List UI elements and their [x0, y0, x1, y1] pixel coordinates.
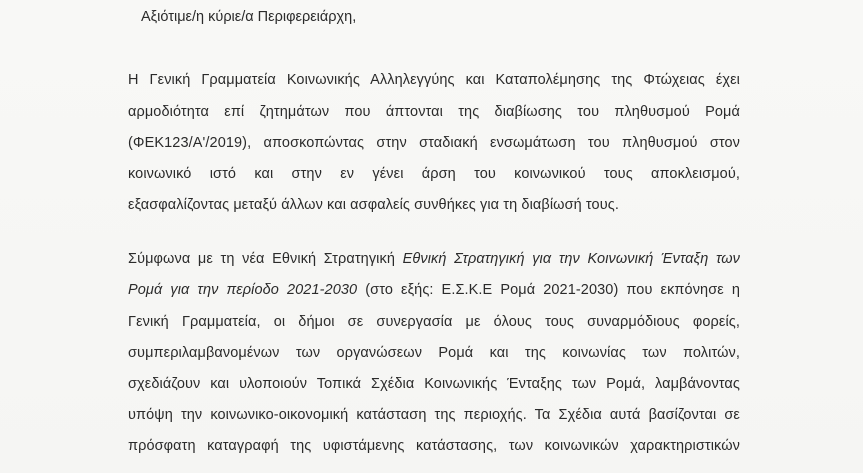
salutation: Αξιότιμε/η κύριε/α Περιφερειάρχη,	[141, 9, 357, 25]
paragraph-2-line: υπόψη την κοινωνικο-οικονομική κατάσταση της περιοχής. Τα Σχέδια αυτά βασίζονται σε	[128, 407, 740, 423]
strategy-title-italic: Εθνική Στρατηγική για την Κοινωνική Ένταξη των	[402, 251, 740, 267]
paragraph-2-line-1-text: Σύμφωνα με τη νέα Εθνική Στρατηγική	[128, 251, 403, 267]
paragraph-1-line: αρμοδιότητα επί ζητημάτων που άπτονται της διαβίωσης του πληθυσμού Ρομά	[128, 104, 740, 120]
paragraph-2-line-2-text: (στο εξής: Ε.Σ.Κ.Ε Ρομά 2021-2030) που εκπόνησε η	[357, 282, 740, 298]
strategy-title-italic-continued: Ρομά για την περίοδο 2021-2030	[128, 282, 358, 298]
paragraph-1-line: κοινωνικό ιστό και στην εν γένει άρση του κοινωνικού τους αποκλεισμού,	[128, 166, 740, 182]
paragraph-1-line: (ΦΕΚ123/Α'/2019), αποσκοπώντας στην σταδιακή ενσωμάτωση του πληθυσμού στον	[128, 135, 740, 151]
paragraph-1-line: εξασφαλίζοντας μεταξύ άλλων και ασφαλείς συνθήκες για τη διαβίωσή τους.	[128, 197, 619, 213]
paragraph-2-line: πρόσφατη καταγραφή της υφιστάμενης κατάστασης, των κοινωνικών χαρακτηριστικών	[128, 438, 740, 454]
paragraph-2-line: Γενική Γραμματεία, οι δήμοι σε συνεργασία με όλους τους συναρμόδιους φορείς,	[128, 314, 740, 330]
paragraph-2-line: συμπεριλαμβανομένων των οργανώσεων Ρομά και της κοινωνίας των πολιτών,	[128, 345, 740, 361]
paragraph-2-line	[128, 250, 740, 268]
paragraph-2-line: σχεδιάζουν και υλοποιούν Τοπικά Σχέδια Κοινωνικής Ένταξης των Ρομά, λαμβάνοντας	[128, 376, 740, 392]
paragraph-1-line: Η Γενική Γραμματεία Κοινωνικής Αλληλεγγύης και Καταπολέμησης της Φτώχειας έχει	[128, 72, 740, 88]
paragraph-2-line	[128, 281, 740, 299]
